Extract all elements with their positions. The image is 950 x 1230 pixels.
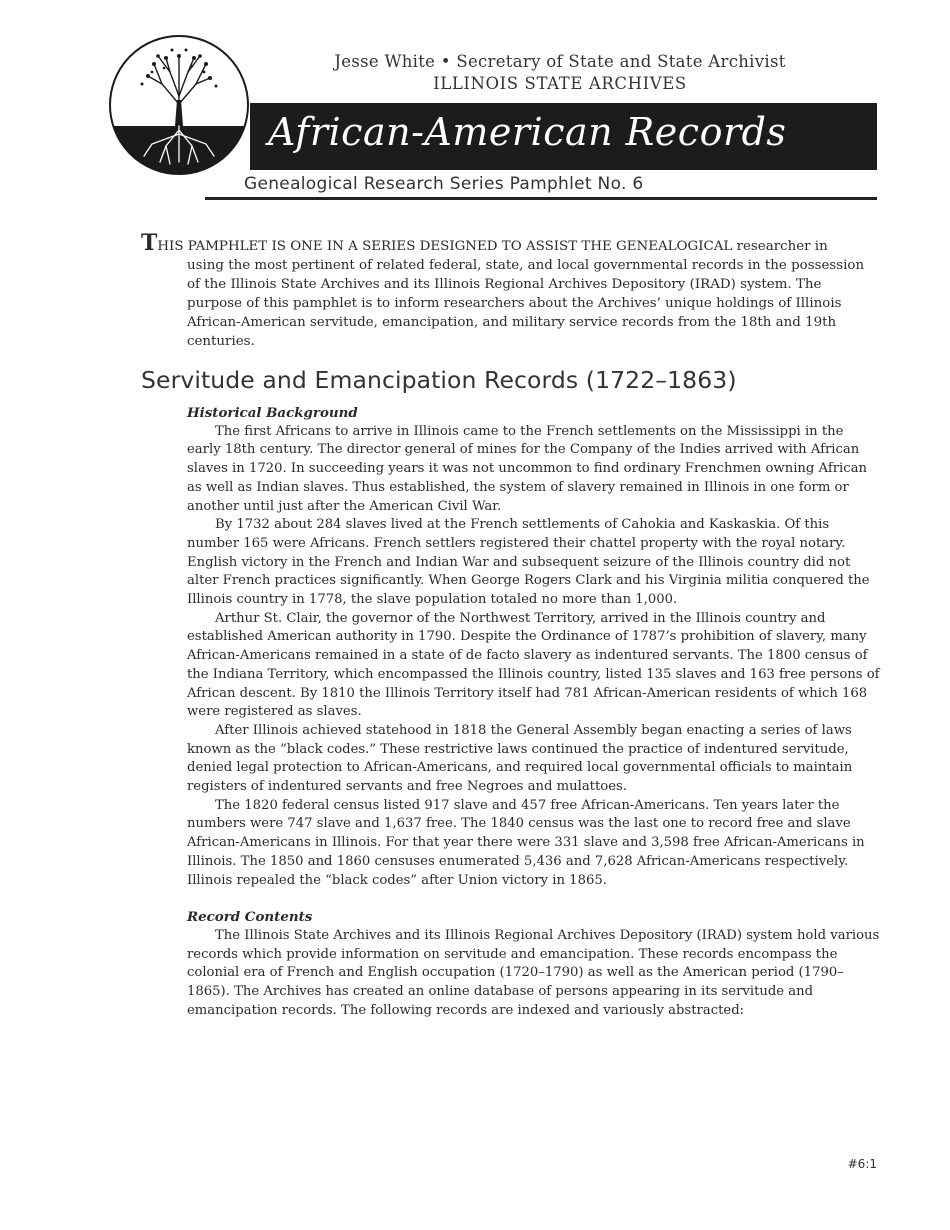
historical-background-heading: Historical Background bbox=[187, 405, 358, 421]
drop-cap: T bbox=[141, 230, 158, 256]
record-contents-paragraph: The Illinois State Archives and its Illinois Regional Archives Depository (IRAD) system hold various records which provide information on servitude and emancipation. These records encompass the colonial era of French and English occupation (1720–1790) as well as the American period (1790–1865). The Archives has created an online database of persons appearing in its servitude and emancipation records. The following records are indexed and variously abstracted: bbox=[187, 927, 880, 1018]
page-number: #6:1 bbox=[847, 1157, 877, 1171]
page-title: African-American Records bbox=[268, 110, 787, 154]
intro-first-line bbox=[141, 230, 876, 256]
historical-paragraph: By 1732 about 284 slaves lived at the French settlements of Cahokia and Kaskaskia. Of this number 165 were Africans. French settlers registered their chattel property with the royal notary. English victory in the French and Indian War and subsequent seizure of the Illinois country did not alter French practices significantly. When George Rogers Clark and his Virginia militia conquered the Illinois country in 1778, the slave population totaled no more than 1,000. bbox=[187, 517, 870, 608]
subtitle-divider bbox=[205, 197, 877, 200]
historical-paragraph: Arthur St. Clair, the governor of the Northwest Territory, arrived in the Illinois country and established American authority in 1790. Despite the Ordinance of 1787’s prohibition of slavery, many African-Americans remained in a state of de facto slavery as indentured servants. The 1800 census of the Indiana Territory, which encompassed the Illinois country, listed 135 slaves and 163 free persons of African descent. By 1810 the Illinois Territory itself had 781 African-American residents of which 168 were registered as slaves. bbox=[187, 610, 880, 720]
record-contents-heading: Record Contents bbox=[187, 909, 313, 926]
historical-paragraph: The 1820 federal census listed 917 slave and 457 free African-Americans. Ten years later the numbers were 747 slave and 1,637 free. The 1840 census was the last one to record free and slave African-Americans in Illinois. For that year there were 331 slave and 3,598 free African-Americans in Illinois. The 1850 and 1860 censuses enumerated 5,436 and 7,628 African-Americans respectively. Illinois repealed the “black codes” after Union victory in 1865. bbox=[187, 797, 865, 888]
historical-paragraph: The first Africans to arrive in Illinois came to the French settlements on the Mississippi in the early 18th century. The director general of mines for the Company of the Indies arrived with African slaves in 1720. In succeeding years it was not uncommon to find ordinary Frenchmen owning African as well as Indian slaves. Thus established, the system of slavery remained in Illinois in one form or another until just after the American Civil War. bbox=[187, 423, 867, 514]
section-body bbox=[187, 404, 881, 1021]
section-title: Servitude and Emancipation Records (1722–1863) bbox=[141, 366, 737, 394]
historical-paragraph: After Illinois achieved statehood in 1818 the General Assembly began enacting a series of laws known as the “black codes.” These restrictive laws continued the practice of indentured servitude, denied legal protection to African-Americans, and required local governmental officials to maintain registers of indentured servants and free Negroes and mulattoes. bbox=[187, 722, 853, 795]
tree-logo-icon bbox=[108, 34, 250, 176]
intro-first-line-text: HIS PAMPHLET IS ONE IN A SERIES DESIGNED TO ASSIST THE GENEALOGICAL researcher in bbox=[157, 239, 828, 254]
intro-paragraph bbox=[141, 230, 876, 351]
header-line-1: Jesse White • Secretary of State and State Archivist bbox=[334, 52, 786, 71]
pamphlet-subtitle: Genealogical Research Series Pamphlet No. 6 bbox=[244, 174, 644, 194]
header-line-2: ILLINOIS STATE ARCHIVES bbox=[433, 74, 687, 93]
intro-rest-text: using the most pertinent of related federal, state, and local governmental records in the possession of the Illinois State Archives and its Illinois Regional Archives Depository (IRAD) system. The purpose of this pamphlet is to inform researchers about the Archives’ unique holdings of Illinois African-American servitude, emancipation, and military service records from the 18th and 19th centuries. bbox=[187, 258, 865, 349]
section-gap bbox=[187, 890, 881, 908]
